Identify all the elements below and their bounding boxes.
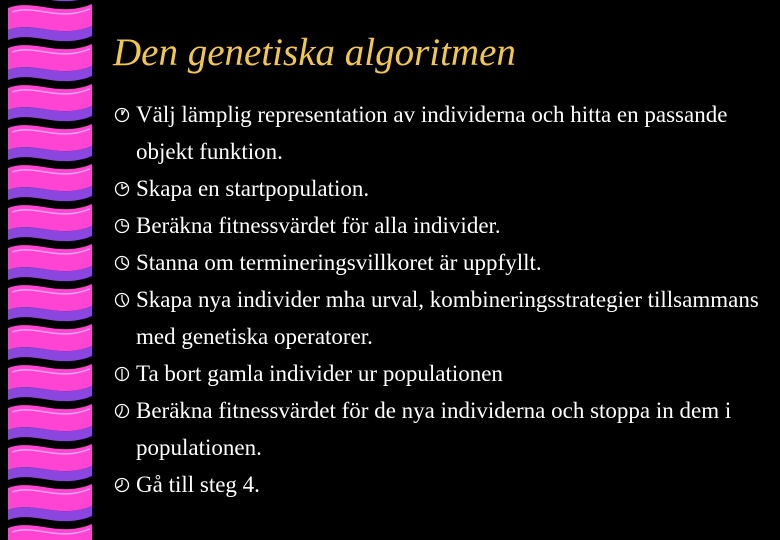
ribbon-segment: [8, 204, 92, 231]
ribbon-segment: [8, 284, 92, 311]
ribbon-segment: [8, 444, 92, 471]
clock-icon: [114, 392, 136, 429]
ribbon-segment: [8, 4, 92, 31]
bullet-item: [114, 281, 774, 355]
clock-icon: [114, 207, 136, 244]
clock-icon: [114, 170, 136, 207]
ribbon-segment: [8, 244, 92, 271]
bullet-text: Ta bort gamla individer ur populationen: [136, 361, 503, 386]
bullet-text: Beräkna fitnessvärdet för alla individer.: [136, 213, 501, 238]
wavy-ribbon-decoration: [0, 0, 100, 540]
bullet-text: Skapa en startpopulation.: [136, 176, 370, 201]
bullet-item: [114, 96, 774, 170]
clock-icon: [114, 466, 136, 503]
bullet-text: Stanna om termineringsvillkoret är uppfyllt.: [136, 250, 542, 275]
bullet-item: [114, 355, 774, 392]
ribbon-segment: [8, 484, 92, 511]
bullet-item: [114, 207, 774, 244]
bullet-text: Gå till steg 4.: [136, 472, 260, 497]
bullet-item: [114, 170, 774, 207]
bullet-item: [114, 466, 774, 503]
ribbon-segment: [8, 404, 92, 431]
ribbon-segment: [8, 164, 92, 191]
bullet-text: Skapa nya individer mha urval, kombineringsstrategier tillsammans med genetiska operatorer.: [136, 287, 759, 349]
ribbon-shadow: [8, 0, 92, 1]
clock-icon: [114, 281, 136, 318]
clock-icon: [114, 244, 136, 281]
bullet-item: [114, 392, 774, 466]
ribbon-segment: [8, 84, 92, 111]
ribbon-segment: [8, 44, 92, 71]
slide-title: Den genetiska algoritmen: [113, 31, 516, 74]
ribbon-segment: [8, 324, 92, 351]
bullet-text: Beräkna fitnessvärdet för de nya individerna och stoppa in dem i populationen.: [136, 398, 732, 460]
clock-icon: [114, 355, 136, 392]
bullet-item: [114, 244, 774, 281]
clock-icon: [114, 96, 136, 133]
bullet-list: [114, 96, 774, 503]
ribbon-segment: [8, 124, 92, 151]
ribbon-segment: [8, 364, 92, 391]
bullet-text: Välj lämplig representation av individerna och hitta en passande objekt funktion.: [136, 102, 728, 164]
